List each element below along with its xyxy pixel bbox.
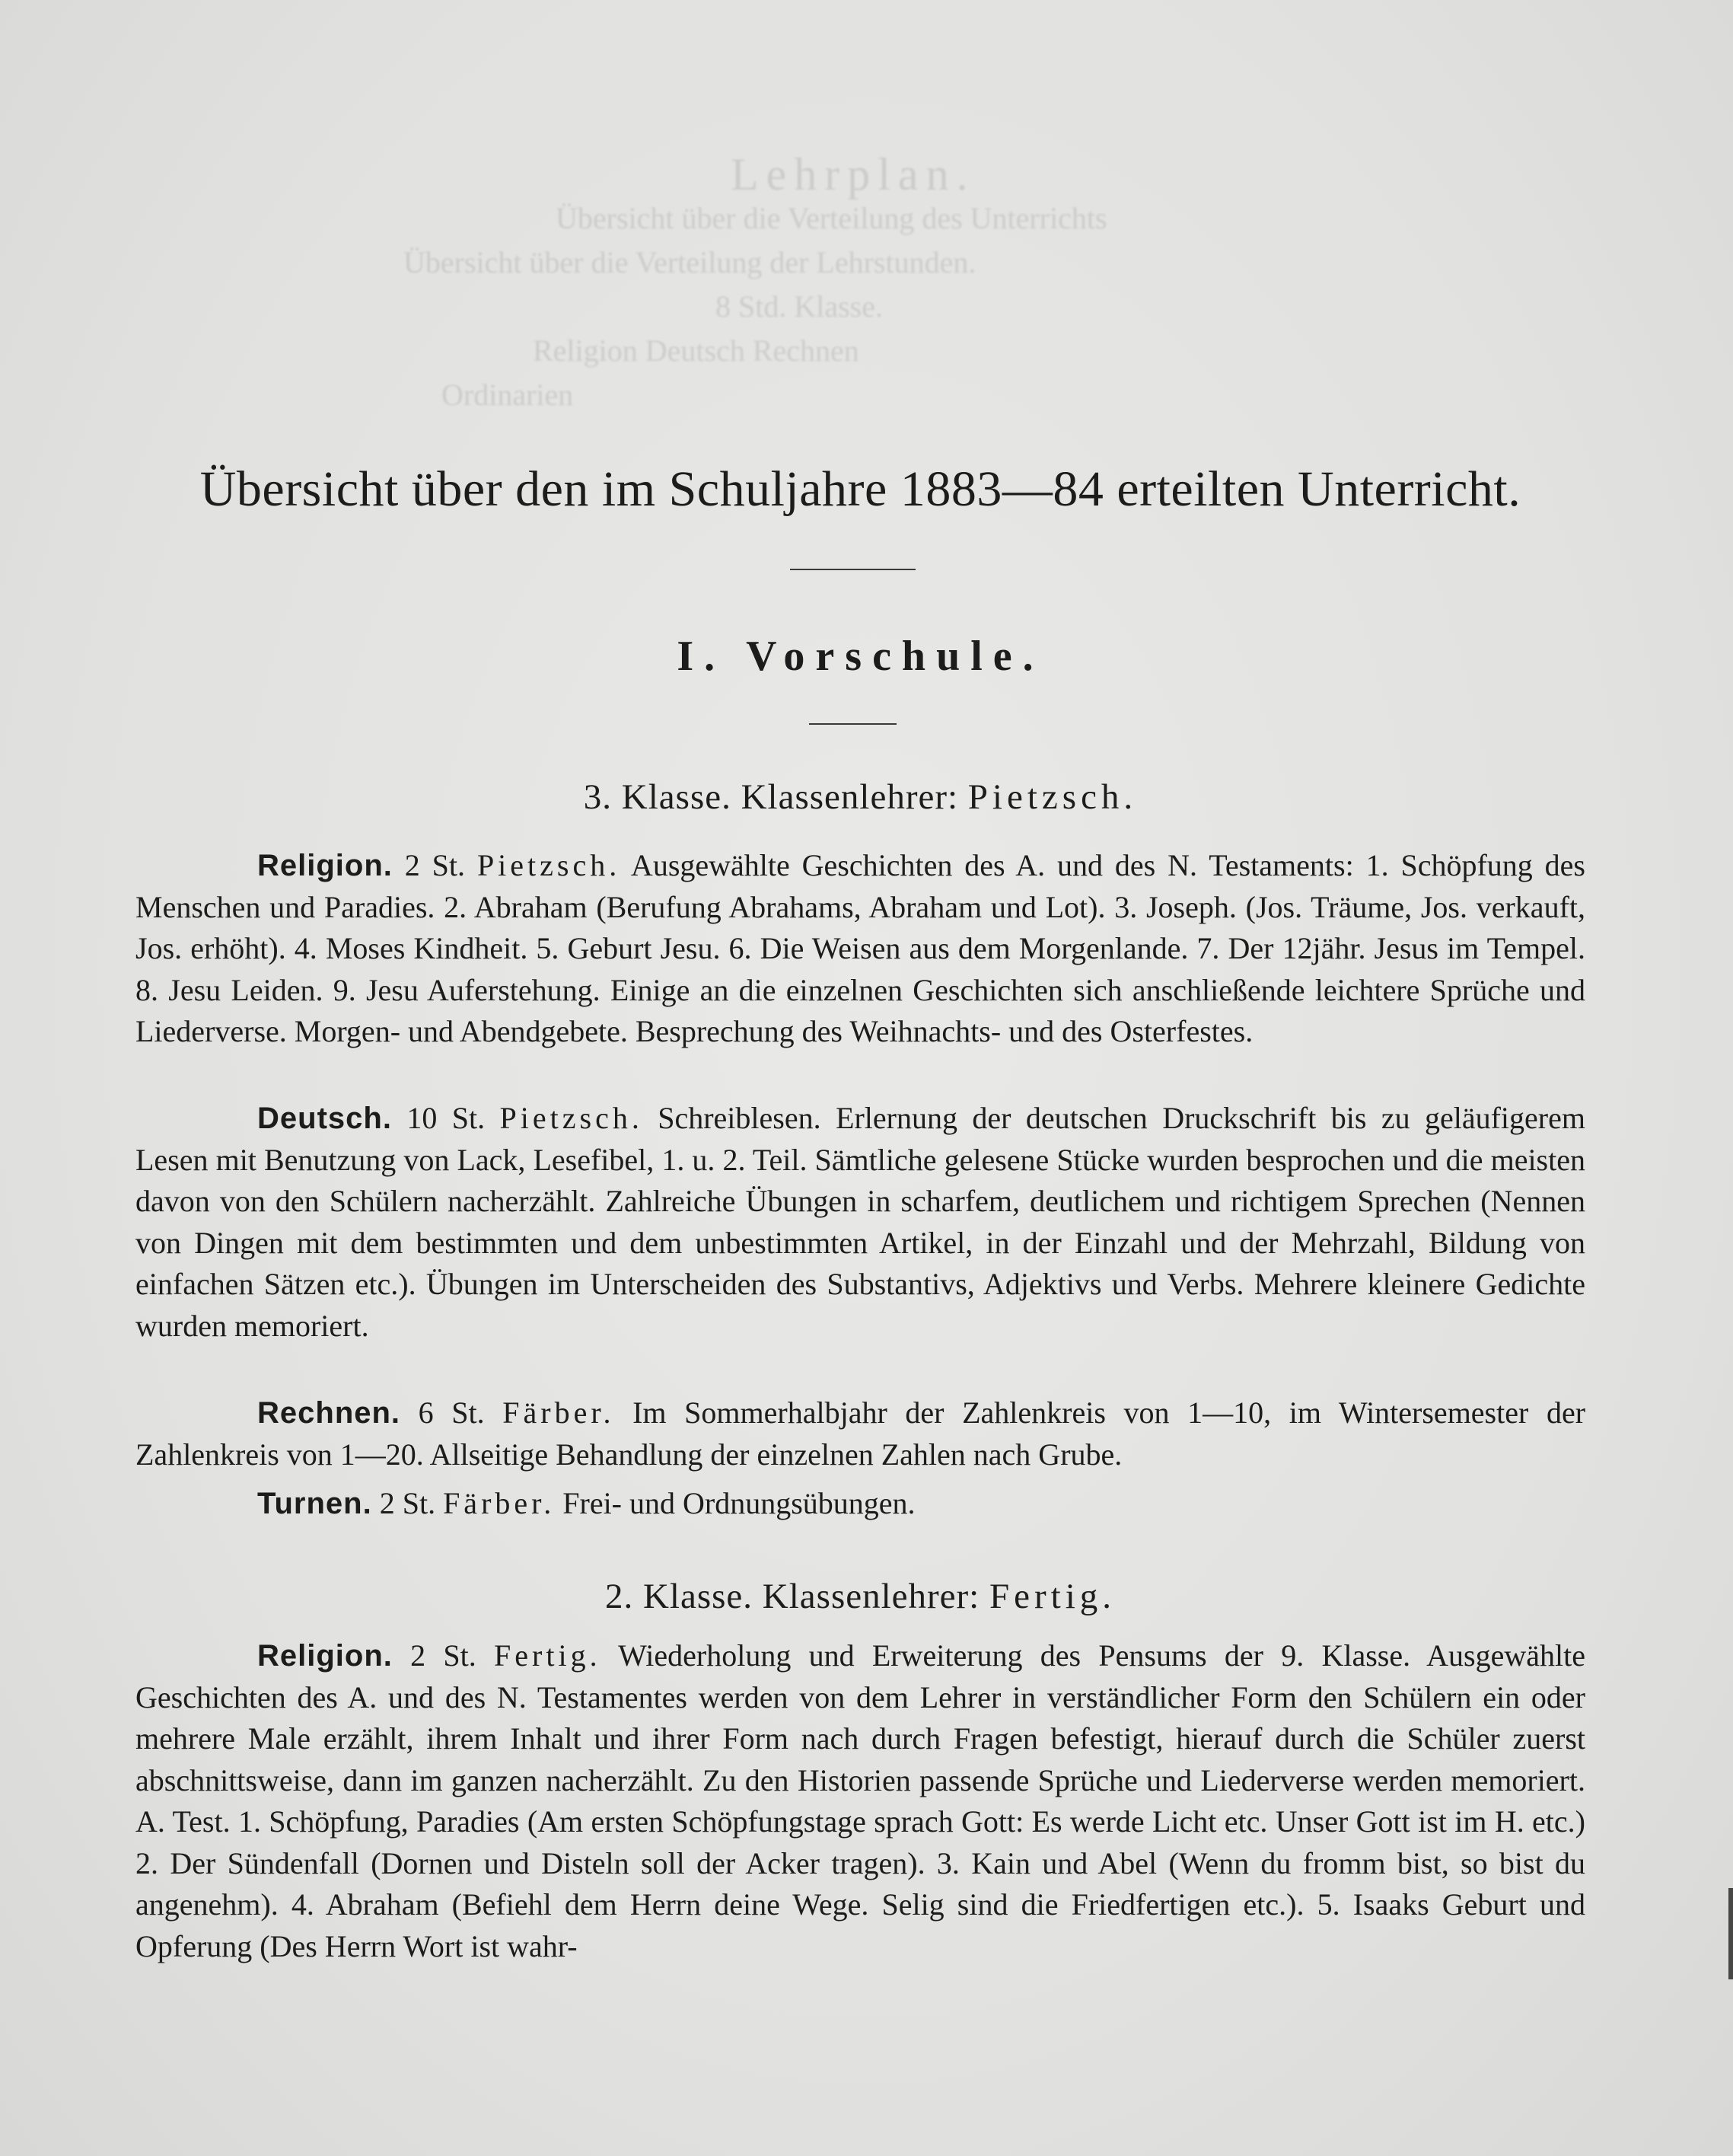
- subject-label: Turnen.: [257, 1487, 372, 1520]
- class-heading-label: 3. Klasse. Klassenlehrer:: [583, 777, 968, 817]
- subject-label: Religion.: [257, 1639, 393, 1673]
- class-heading-2: [135, 1576, 1585, 1617]
- paragraph-deutsch-3: [135, 1098, 1585, 1347]
- hours: 2 St.: [392, 1638, 495, 1673]
- hours: 6 St.: [400, 1395, 503, 1430]
- hours: 2 St.: [371, 1486, 444, 1520]
- paragraph-text: Frei- und Ordnungsübungen.: [555, 1486, 916, 1520]
- bleed-line: Religion Deutsch Rechnen: [533, 333, 859, 368]
- bleed-line: Übersicht über die Verteilung der Lehrstunden.: [403, 245, 976, 279]
- bleed-through-text: [396, 149, 1537, 487]
- hours: 10 St.: [391, 1101, 500, 1135]
- paragraph-religion-2: [135, 1635, 1585, 1967]
- section-divider: [809, 723, 897, 725]
- bleed-line: 8 Std. Klasse.: [715, 289, 883, 324]
- class-teacher: Pietzsch.: [967, 777, 1138, 817]
- class-heading-label: 2. Klasse. Klassenlehrer:: [604, 1577, 989, 1616]
- teacher-name: Färber.: [502, 1395, 615, 1430]
- paragraph-turnen-3: [135, 1483, 1585, 1525]
- teacher-name: Pietzsch.: [499, 1101, 643, 1135]
- title-divider: [790, 569, 916, 570]
- subject-label: Religion.: [257, 849, 393, 882]
- class-teacher: Fertig.: [989, 1577, 1117, 1616]
- bleed-line: Ordinarien: [441, 378, 574, 412]
- paragraph-text: Im Sommerhalbjahr der Zahlenkreis von 1—10, im Wintersemester der Zahlenkreis von 1—20. Allseitige Behandlung der einzelnen Zahlen nach Grube.: [135, 1395, 1586, 1472]
- page-title: Übersicht über den im Schuljahre 1883—84 erteilten Unterricht.: [199, 461, 1521, 517]
- paragraph-text: Wiederholung und Erweiterung des Pensums der 9. Klasse. Ausgewählte Geschichten des A. und des N. Testamentes werden von dem Lehrer in verständlicher Form den Schülern ein oder mehrere Male erzählt, ihrem Inhalt und ihrer Form nach durch Fragen befestigt, hierauf durch die Schüler zuerst abschnittsweise, dann im ganzen nacherzählt. Zu den Historien passende Sprüche und Liederverse werden memoriert. A. Test. 1. Schöpfung, Paradies (Am ersten Schöpfungstage sprach Gott: Es werde Licht etc. Unser Gott ist im H. etc.) 2. Der Sündenfall (Dornen und Disteln soll der Acker tragen). 3. Kain und Abel (Wenn du fromm bist, so bist du angenehm). 4. Abraham (Befiehl dem Herrn deine Wege. Selig sind die Friedfertigen etc.). 5. Isaaks Geburt und Opferung (Des Herrn Wort ist wahr-: [135, 1638, 1585, 1963]
- paragraph-text: Ausgewählte Geschichten des A. und des N. Testaments: 1. Schöpfung des Menschen und Paradies. 2. Abraham (Berufung Abrahams, Abraham und Lot). 3. Joseph. (Jos. Träume, Jos. verkauft, Jos. erhöht). 4. Moses Kindheit. 5. Geburt Jesu. 6. Die Weisen aus dem Morgenlande. 7. Der 12jähr. Jesus im Tempel. 8. Jesu Leiden. 9. Jesu Auferstehung. Einige an die einzelnen Geschichten sich anschließende leichtere Sprüche und Liederverse. Morgen- und Abendgebete. Besprechung des Weihnachts- und des Osterfestes.: [135, 848, 1586, 1048]
- paragraph-rechnen-3: [135, 1392, 1585, 1475]
- subject-label: Rechnen.: [257, 1396, 401, 1430]
- bleed-line: Übersicht über die Verteilung des Unterrichts: [556, 201, 1107, 235]
- bleed-line: Lehrplan.: [731, 149, 976, 199]
- teacher-name: Färber.: [443, 1486, 556, 1520]
- class-heading-3: [135, 777, 1585, 818]
- section-title: I. Vorschule.: [677, 633, 1044, 680]
- teacher-name: Fertig.: [494, 1638, 601, 1673]
- subject-label: Deutsch.: [257, 1102, 392, 1135]
- hours: 2 St.: [392, 848, 477, 882]
- teacher-name: Pietzsch.: [476, 848, 621, 882]
- scan-edge-mark: [1728, 1888, 1733, 1979]
- paragraph-text: Schreiblesen. Erlernung der deutschen Druckschrift bis zu geläufigerem Lesen mit Benutzung von Lack, Lesefibel, 1. u. 2. Teil. Sämtliche gelesene Stücke wurden besprochen und die meisten davon von den Schülern nacherzählt. Zahlreiche Übungen in scharfem, deutlichem und richtigem Sprechen (Nennen von Dingen mit dem bestimmten und dem unbestimmten Artikel, in der Einzahl und der Mehrzahl, Bildung von einfachen Sätzen etc.). Übungen im Unterscheiden des Substantivs, Adjektivs und Verbs. Mehrere kleinere Gedichte wurden memoriert.: [135, 1101, 1585, 1343]
- paragraph-religion-3: [135, 845, 1585, 1053]
